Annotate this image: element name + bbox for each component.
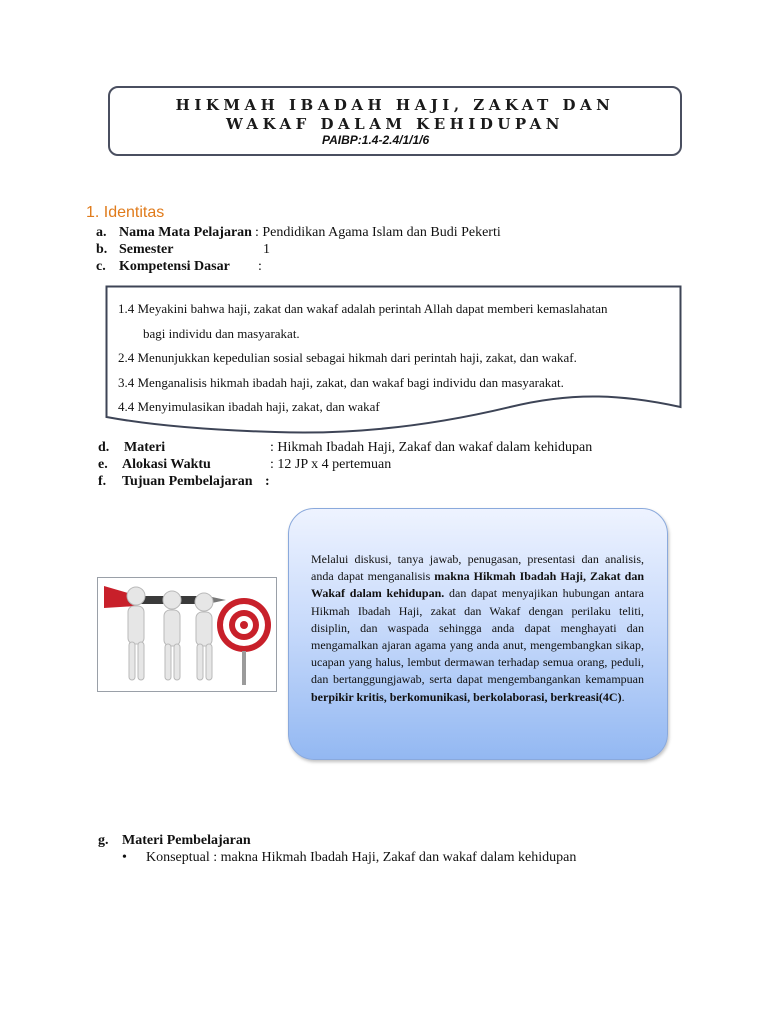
identitas-row-a <box>96 225 252 241</box>
row-marker: b. <box>96 242 108 257</box>
row-marker: f. <box>98 474 107 489</box>
document-title-line-2: WAKAF DALAM KEHIDUPAN <box>226 115 564 133</box>
tujuan-text-3: . <box>621 689 625 704</box>
target-team-image <box>98 578 276 691</box>
bullet-text: Konseptual : makna Hikmah Ibadah Haji, Zakaf dan wakaf dalam kehidupan <box>146 850 577 865</box>
identitas-row-e-value: : 12 JP x 4 pertemuan <box>270 457 392 472</box>
kd-item-3: 3.4 Menganalisis hikmah ibadah haji, zakat, dan wakaf bagi individu dan masyarakat. <box>118 375 564 390</box>
kd-item-1-line-1: 1.4 Meyakini bahwa haji, zakat dan wakaf adalah perintah Allah dapat memberi kemaslahatan <box>118 301 608 316</box>
identitas-row-d <box>98 440 166 456</box>
row-separator: : <box>255 225 263 240</box>
dart-target-illustration <box>97 577 277 692</box>
row-label: Nama Mata Pelajaran <box>119 225 252 240</box>
identitas-row-f <box>98 474 270 490</box>
row-label: Materi Pembelajaran <box>122 833 251 848</box>
bullet-icon: • <box>122 850 127 865</box>
tujuan-paragraph <box>311 551 644 706</box>
section-heading-identitas: 1. Identitas <box>86 204 165 221</box>
tujuan-text-1: Melalui diskusi, tanya jawab, penugasan, presentasi dan analisis, anda dapat menganalisis <box>311 552 644 584</box>
kd-item-1-line-2: bagi individu dan masyarakat. <box>143 326 300 341</box>
row-separator: : <box>265 474 270 489</box>
document-code: PAIBP:1.4-2.4/1/1/6 <box>322 133 430 147</box>
row-label: Semester <box>119 242 174 257</box>
row-label: Tujuan Pembelajaran <box>122 474 253 489</box>
tujuan-pembelajaran-box <box>288 508 668 760</box>
tujuan-bold-2: berpikir kritis, berkomunikasi, berkolaborasi, berkreasi(4C) <box>311 689 622 704</box>
row-label: Kompetensi Dasar <box>119 259 230 274</box>
tujuan-bold-1: makna Hikmah Ibadah Haji, Zakat dan Wakaf dalam kehidupan. <box>311 569 644 601</box>
row-value: Pendidikan Agama Islam dan Budi Pekerti <box>262 225 501 240</box>
materi-pembelajaran-row <box>98 833 251 849</box>
identitas-row-e <box>98 457 211 473</box>
identitas-row-c-sep: : <box>258 259 262 274</box>
identitas-row-a-value <box>255 225 501 241</box>
document-title-line-1: HIKMAH IBADAH HAJI, ZAKAT DAN <box>175 96 615 114</box>
identitas-row-b <box>96 242 174 258</box>
row-marker: c. <box>96 259 106 274</box>
materi-bullet-item <box>122 850 577 866</box>
row-label: Materi <box>124 440 166 455</box>
tujuan-text-2: dan dapat menyajikan hubungan antara Hikmah Ibadah Haji, zakat dan Wakaf dengan perilaku teliti, disiplin, dan waspada sehingga anda dapat menghayati dan mengamalkan ajaran agama yang anda anut, mengembangkan sikap, ucapan yang halus, lembut dermawan terhadap semua orang, peduli, dan bertanggungjawab, serta dapat mengembangankan kemampuan <box>311 586 644 687</box>
identitas-row-c <box>96 259 230 275</box>
row-marker: g. <box>98 833 109 848</box>
row-marker: e. <box>98 457 108 472</box>
kd-item-4: 4.4 Menyimulasikan ibadah haji, zakat, dan wakaf <box>118 399 380 414</box>
kd-item-2: 2.4 Menunjukkan kepedulian sosial sebagai hikmah dari perintah haji, zakat, dan wakaf. <box>118 350 577 365</box>
row-marker: d. <box>98 440 110 455</box>
row-marker: a. <box>96 225 107 240</box>
people-figures <box>127 587 213 680</box>
identitas-row-d-value: : Hikmah Ibadah Haji, Zakaf dan wakaf dalam kehidupan <box>270 440 593 455</box>
row-label: Alokasi Waktu <box>122 457 211 472</box>
kompetensi-dasar-box <box>105 285 682 435</box>
identitas-row-b-value: 1 <box>263 242 270 257</box>
